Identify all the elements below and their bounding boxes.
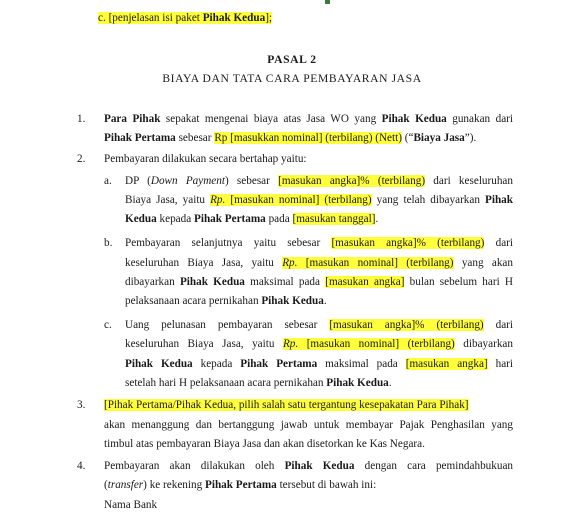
p2c-l4-t2: .	[388, 377, 392, 389]
p1-l2-bold1: Pihak Pertama	[104, 132, 176, 144]
p4-line3: Nama Bank	[104, 499, 158, 511]
p2a-l3-t1: kepada	[156, 213, 194, 225]
p3-l1-highlight: [Pihak Pertama/Pihak Kedua, pilih salah satu tergantung kesepakatan Para Pihak]	[104, 399, 469, 411]
p2b-letter: b.	[104, 237, 113, 249]
p2a-line2	[125, 193, 513, 207]
p1-l2-t3: ”).	[464, 132, 477, 144]
p1-l2-bold2: Biaya Jasa	[413, 132, 465, 144]
p4-l2-bold: Pihak Pertama	[205, 479, 277, 491]
p2c-letter: c.	[104, 319, 112, 331]
p4-l2-italic: transfer	[107, 479, 144, 491]
p2c-l4-t1: setelah hari H pelaksanaan acara pernikahan	[125, 377, 327, 389]
p2a-l3-t2: pada	[265, 213, 293, 225]
p2c-l3-bold2: Pihak Pertama	[240, 358, 318, 370]
p2c-l2-rp: Rp.	[282, 338, 299, 350]
p1-number: 1.	[77, 113, 86, 125]
p2b-line1	[125, 236, 513, 250]
pasal-subtitle: BIAYA DAN TATA CARA PEMBAYARAN JASA	[162, 72, 422, 85]
p2b-l1-t1: Pembayaran selanjutnya yaitu sebesar	[125, 237, 332, 249]
p2c-l2-highlight	[283, 338, 455, 350]
p2a-l1-t2: ) sebesar	[224, 175, 279, 187]
item-c-line	[98, 11, 272, 25]
p2b-line4	[125, 294, 327, 308]
p2a-l2-t1: Biaya Jasa, yaitu	[125, 194, 211, 206]
p4-line1	[104, 459, 513, 473]
item-c-bold: Pihak Kedua	[202, 12, 266, 24]
p3-number: 3.	[77, 399, 86, 411]
p2b-l2-highlight	[282, 257, 453, 269]
p2c-l3-bold1: Pihak Kedua	[125, 358, 193, 370]
p2c-l1-t2: dari	[483, 319, 513, 331]
p2a-l3-highlight: [masukan tanggal]	[292, 213, 376, 225]
p2c-line2	[125, 337, 513, 351]
p2a-l2-hl-text: [masukan nominal] (terbilang)	[225, 194, 372, 206]
item-c-text: [penjelasan isi paket	[108, 12, 203, 24]
pasal-title: PASAL 2	[267, 53, 317, 66]
p2a-l2-t2: yang telah dibayarkan	[371, 194, 486, 206]
p2c-l3-t2: maksimal pada	[317, 358, 406, 370]
p4-l2-t2: ) ke rekening	[143, 479, 205, 491]
p2c-l1-highlight: [masukan angka]% (terbilang)	[329, 319, 484, 331]
p3-line3: timbul atas pembayaran Biaya Jasa dan akan disetorkan ke Kas Negara.	[104, 438, 425, 450]
p2b-l1-highlight: [masukan angka]% (terbilang)	[331, 237, 485, 249]
p1-l1-bold1: Para Pihak	[104, 113, 161, 125]
p3-line2: akan menanggung dan bertanggung jawab untuk membayar Pajak Penghasilan yang	[104, 419, 513, 431]
item-c-post: ];	[265, 12, 273, 24]
p2b-l3-t2: maksimal pada	[244, 276, 326, 288]
p1-l1-t2: gunakan dari	[446, 113, 514, 125]
p2c-l2-t2: dibayarkan	[454, 338, 513, 350]
p2a-l2-highlight	[210, 194, 372, 206]
p3-line1	[104, 398, 469, 412]
p4-l2-t3: tersebut di bawah ini:	[276, 479, 377, 491]
p2a-l1-t1: DP (	[125, 175, 151, 187]
p1-l2-highlight: Rp [masukkan nominal] (terbilang) (Nett)	[214, 132, 402, 144]
p2c-l3-t1: kepada	[192, 358, 241, 370]
p2-number: 2.	[77, 153, 86, 165]
p2b-l2-t1: keseluruhan Biaya Jasa, yaitu	[125, 257, 283, 269]
p4-number: 4.	[77, 460, 86, 472]
p2c-line3	[125, 357, 513, 371]
p4-l1-bold: Pihak Kedua	[284, 460, 355, 472]
p2c-l1-t1: Uang pelunasan pembayaran sebesar	[125, 319, 330, 331]
p2b-l3-t1: dibayarkan	[125, 276, 180, 288]
p2a-letter: a.	[104, 175, 112, 187]
p2a-l3-bold1: Kedua	[125, 213, 157, 225]
p2a-l1-highlight: [masukan angka]% (terbilang)	[278, 175, 426, 187]
p1-line1	[104, 112, 513, 126]
p2c-line1	[125, 318, 513, 332]
cursor-mark	[325, 0, 330, 4]
p2-intro: Pembayaran dilakukan secara bertahap yaitu:	[104, 153, 307, 165]
p2a-line3	[125, 212, 378, 226]
p2c-line4	[125, 376, 392, 390]
p2b-l3-t3: bulan sebelum hari H	[404, 276, 514, 288]
p1-l1-t1: sepakat mengenai biaya atas Jasa WO yang	[160, 113, 382, 125]
p2b-l4-t1: pelaksanaan acara pernikahan	[125, 295, 262, 307]
p2a-l1-t3: dari keseluruhan	[425, 175, 513, 187]
p2b-l1-t2: dari	[484, 237, 513, 249]
item-c-letter: c.	[98, 12, 106, 24]
p2b-l4-bold: Pihak Kedua	[261, 295, 324, 307]
p2b-l2-hl-text: [masukan nominal] (terbilang)	[297, 257, 454, 269]
p2a-l2-bold: Pihak	[485, 194, 513, 206]
p2a-line1	[125, 174, 513, 188]
p2c-l2-hl-text: [masukan nominal] (terbilang)	[298, 338, 455, 350]
p2b-l3-highlight: [masukan angka]	[325, 276, 405, 288]
p2a-l1-italic: Down Payment	[150, 175, 225, 187]
p4-l1-t1: Pembayaran akan dilakukan oleh	[104, 460, 285, 472]
p2a-l2-rp: Rp.	[210, 194, 226, 206]
p1-l2-t1: sebesar	[175, 132, 215, 144]
p2c-l4-bold: Pihak Kedua	[326, 377, 389, 389]
p1-l1-bold2: Pihak Kedua	[381, 113, 447, 125]
p2c-l3-highlight: [masukan angka]	[405, 358, 488, 370]
p4-line2	[104, 478, 376, 492]
p1-l2-t2: (“	[401, 132, 414, 144]
p2a-l3-bold2: Pihak Pertama	[194, 213, 266, 225]
p2b-l2-t2: yang akan	[453, 257, 513, 269]
p2a-l3-t3: .	[375, 213, 379, 225]
p2b-line3	[125, 275, 513, 289]
p2b-line2	[125, 256, 513, 270]
p2b-l3-bold: Pihak Kedua	[179, 276, 245, 288]
p4-l2-t1: (	[104, 479, 108, 491]
p1-line2	[104, 131, 476, 145]
p2c-l2-t1: keseluruhan Biaya Jasa, yaitu	[125, 338, 283, 350]
p4-l1-t2: dengan cara pemindahbukuan	[354, 460, 514, 472]
item-c-highlight	[98, 12, 272, 24]
p2c-l3-t3: hari	[487, 358, 513, 370]
p2b-l2-rp: Rp.	[282, 257, 298, 269]
p2b-l4-t2: .	[323, 295, 327, 307]
